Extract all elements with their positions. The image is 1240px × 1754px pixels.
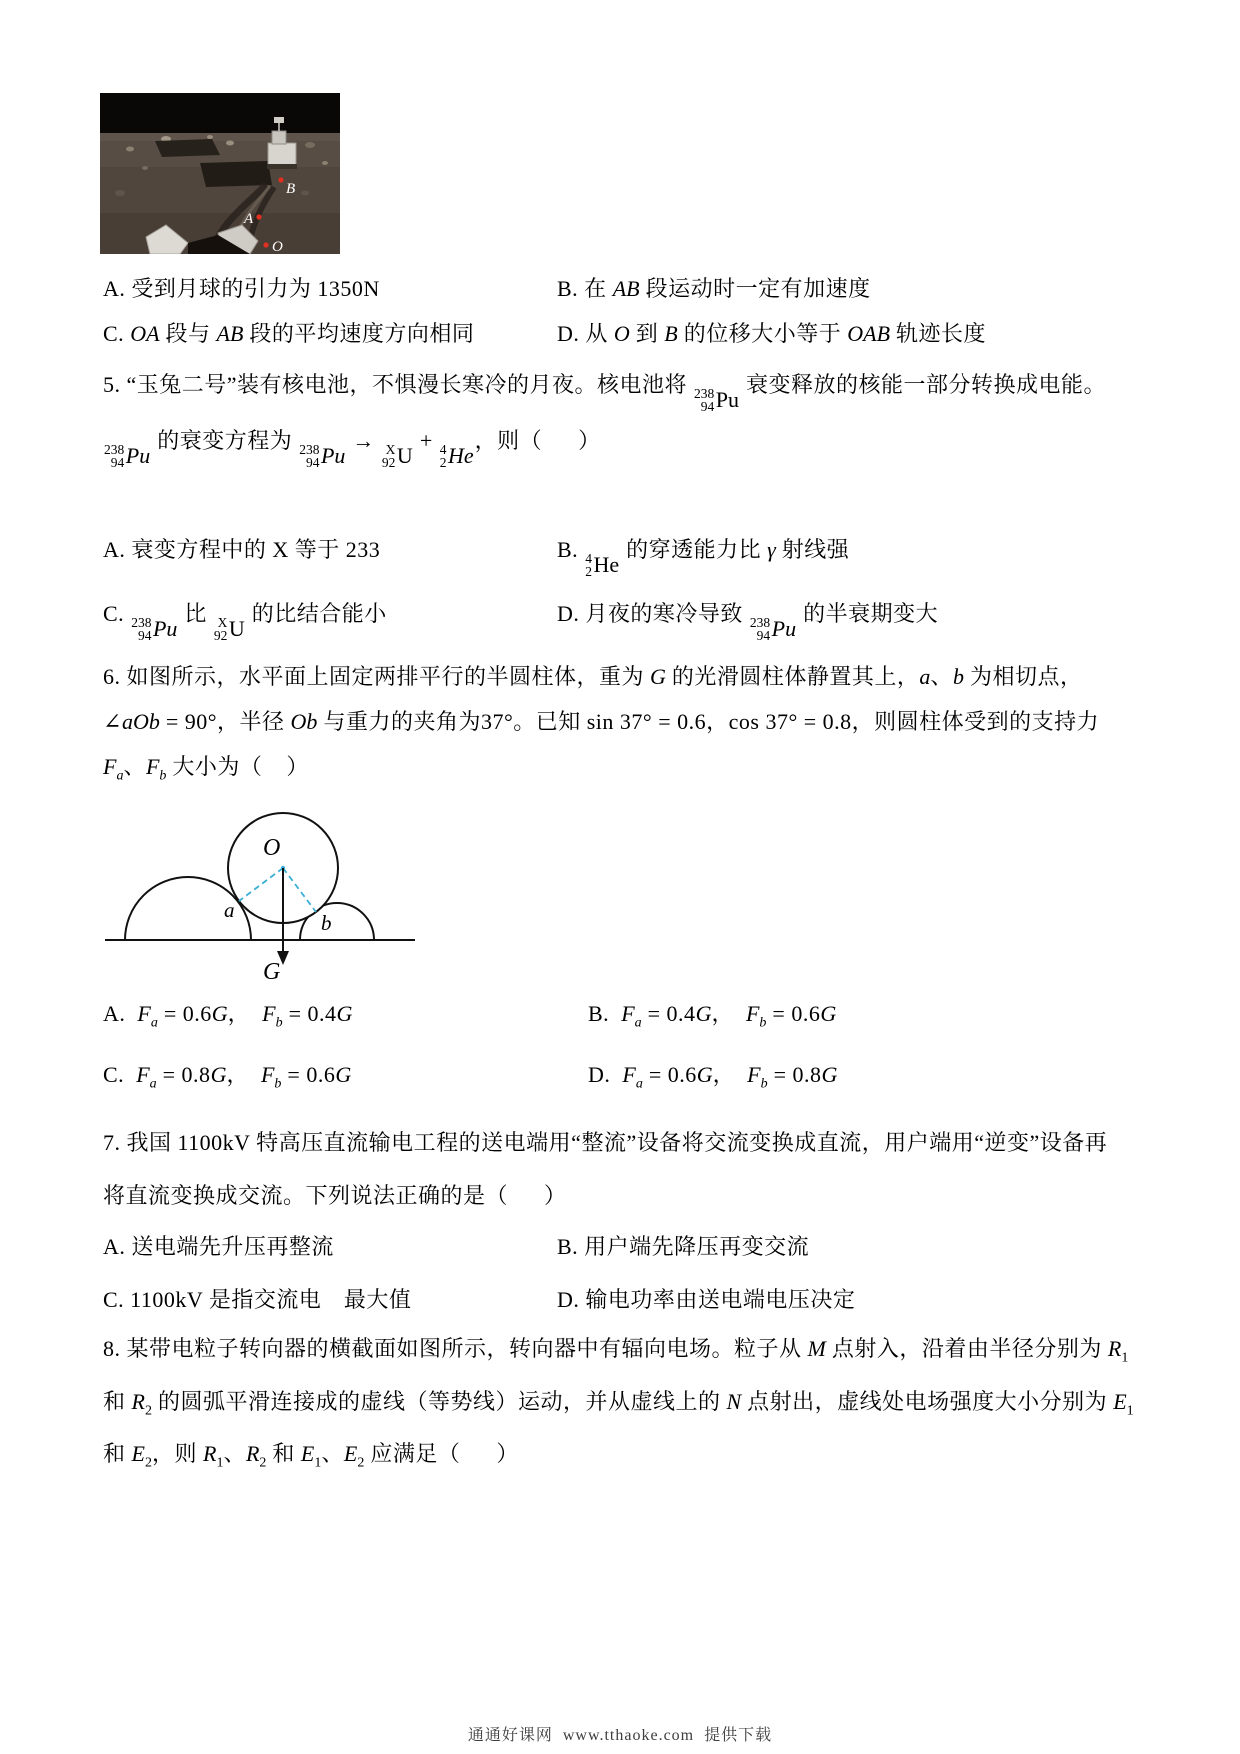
q8-stem-line2: 和 $R_2$ 的圆弧平滑连接成的虚线（等势线）运动，并从虚线上的 N 点射出，虚线处电场强度大小分别为 $E_1$ (103, 1389, 1134, 1419)
q6-option-a: A. $F_a = 0.6G$， $F_b = 0.4G$ (103, 1001, 353, 1031)
q4-option-c: C. OA 段与 AB 段的平均速度方向相同 (103, 321, 475, 346)
q5-option-a: A. 衰变方程中的 X 等于 233 (103, 537, 381, 562)
q5-option-c: C. 238 94 Pu 比 X 92 U 的比结合能小 (103, 601, 387, 643)
q5-option-d: D. 月夜的寒冷导致 238 94 Pu 的半衰期变大 (557, 601, 939, 643)
diagram-label-b: b (321, 911, 332, 935)
q7-option-c: C. 1100kV 是指交流电 最大值 (103, 1287, 412, 1312)
moon-photo-figure (100, 93, 340, 254)
point-O-label: O (272, 239, 283, 254)
q5-stem-line2: 238 94 Pu 的衰变方程为 238 94 Pu → X 92 U + 4 2 He ，则（ ） (104, 428, 601, 470)
moon-sky (100, 93, 340, 133)
point-A-dot (256, 214, 261, 219)
q4-option-d: D. 从 O 到 B 的位移大小等于 OAB 轨迹长度 (557, 321, 987, 346)
q6-stem-line2: ∠aOb = 90°，半径 Ob 与重力的夹角为37°。已知 sin 37° = 0.6，cos 37° = 0.8，则圆柱体受到的支持力 (103, 709, 1100, 734)
diagram-label-O: O (263, 835, 281, 861)
q4-option-b: B. 在 AB 段运动时一定有加速度 (557, 276, 871, 301)
q6-option-c: C. $F_a = 0.8G$， $F_b = 0.6G$ (103, 1062, 352, 1092)
point-B-dot (278, 177, 283, 182)
rover-shadow (200, 161, 272, 187)
q6-option-d: D. $F_a = 0.6G$， $F_b = 0.8G$ (588, 1062, 838, 1092)
q5-stem-line1: 5. “玉兔二号”装有核电池，不惧漫长寒冷的月夜。核电池将 238 94 Pu 衰变释放的核能一部分转换成电能。 (103, 372, 1107, 414)
moon-crater-shadow (155, 139, 220, 157)
point-B-label: B (286, 181, 296, 197)
point-A-label: A (244, 211, 254, 227)
moon-horizon-band (100, 133, 340, 141)
q8-stem-line1: 8. 某带电粒子转向器的横截面如图所示，转向器中有辐向电场。粒子从 M 点射入，沿着由半径分别为 $R_1$ (103, 1336, 1129, 1366)
q6-stem-line1: 6. 如图所示，水平面上固定两排平行的半圆柱体，重为 G 的光滑圆柱体静置其上，a、b 为相切点， (103, 664, 1083, 689)
q4-option-a: A. 受到月球的引力为 1350N (103, 276, 380, 301)
q7-option-d: D. 输电功率由送电端电压决定 (557, 1287, 856, 1312)
q5-option-b: B. 4 2 He 的穿透能力比 γ 射线强 (557, 537, 850, 579)
q6-stem-line3: $F_a$、$F_b$ 大小为（ ） (103, 754, 309, 784)
q7-stem-line2: 将直流变换成交流。下列说法正确的是（ ） (103, 1183, 567, 1208)
point-O-dot (263, 242, 268, 247)
footer-note: 通通好课网 www.tthaoke.com 提供下载 (467, 1727, 773, 1744)
q6-option-b: B. $F_a = 0.4G$， $F_b = 0.6G$ (588, 1001, 837, 1031)
diagram-label-a: a (224, 898, 235, 922)
q6-cylinders-diagram (100, 803, 420, 983)
q8-stem-line3: 和 $E_2$，则 $R_1$、$R_2$ 和 $E_1$、$E_2$ 应满足（ ） (103, 1441, 519, 1471)
q7-stem-line1: 7. 我国 1100kV 特高压直流输电工程的送电端用“整流”设备将交流变换成直流，用户端用“逆变”设备再 (103, 1130, 1108, 1155)
q7-option-b: B. 用户端先降压再变交流 (557, 1234, 810, 1259)
diagram-label-G: G (263, 959, 281, 983)
q7-option-a: A. 送电端先升压再整流 (103, 1234, 334, 1259)
